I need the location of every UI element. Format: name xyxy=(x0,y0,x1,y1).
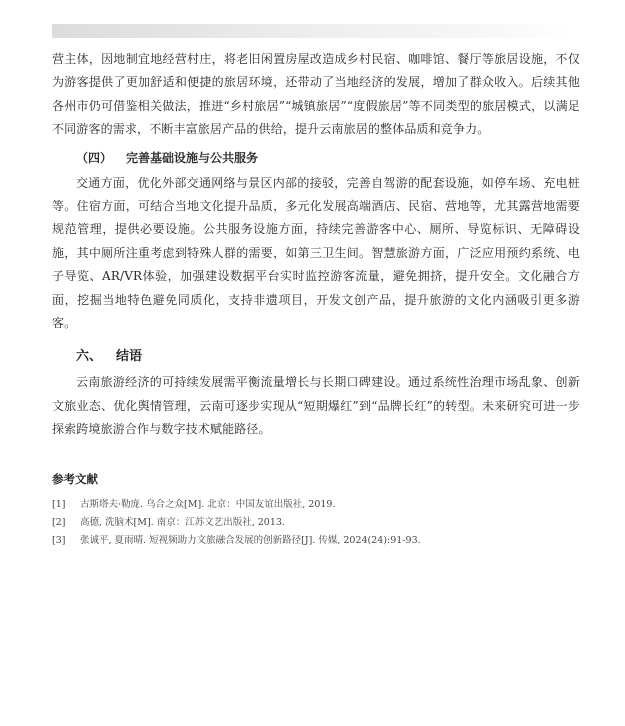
paragraph-conclusion: 云南旅游经济的可持续发展需平衡流量增长与长期口碑建设。通过系统性治理市场乱象、创新文旅业态、优化舆情管理，云南可逐步实现从“短期爆红”到“品牌长红”的转型。未来研究可进一步探索跨境旅游合作与数字技术赋能路径。 xyxy=(52,375,580,437)
reference-text: 张诚平, 夏雨晴. 短视频助力文旅融合发展的创新路径[J]. 传媒, 2024(24):91-93. xyxy=(80,534,421,546)
reference-number: [2] xyxy=(52,516,66,528)
reference-number: [1] xyxy=(52,498,66,510)
reference-list xyxy=(52,496,580,550)
reference-text: 高德, 洗脑术[M]. 南京：江苏文艺出版社, 2013. xyxy=(80,516,285,528)
subsection-number: （四） xyxy=(76,150,113,165)
reference-item xyxy=(52,514,580,532)
document-page xyxy=(52,48,580,550)
reference-item xyxy=(52,532,580,550)
paragraph-infrastructure: 交通方面，优化外部交通网络与景区内部的接驳，完善自驾游的配套设施，如停车场、充电桩等。住宿方面，可结合当地文化提升品质，多元化发展高端酒店、民宿、营地等，尤其露营地需要规范管理，提供必要设施。公共服务设施方面，持续完善游客中心、厕所、导览标识、无障碍设施，其中厕所注重考虑到特殊人群的需要，如第三卫生间。智慧旅游方面，广泛应用预约系统、电子导览、AR/VR体验，加强建设数据平台实时监控游客流量，避免拥挤，提升安全。文化融合方面，挖掘当地特色避免同质化，支持非遗项目，开发文创产品，提升旅游的文化内涵吸引更多游客。 xyxy=(52,175,580,331)
paragraph-continuation: 营主体，因地制宜地经营村庄，将老旧闲置房屋改造成乡村民宿、咖啡馆、餐厅等旅居设施，不仅为游客提供了更加舒适和便捷的旅居环境，还带动了当地经济的发展，增加了群众收入。后续其他各州市仍可借鉴相关做法，推进“乡村旅居”“城镇旅居”“度假旅居”等不同类型的旅居模式，以满足不同游客的需求，不断丰富旅居产品的供给，提升云南旅居的整体品质和竞争力。 xyxy=(52,52,580,137)
section-number: 六、 xyxy=(76,349,103,365)
references-title: 参考文献 xyxy=(52,471,98,486)
subsection-title: 完善基础设施与公共服务 xyxy=(126,150,259,165)
section-heading xyxy=(52,345,580,369)
reference-item xyxy=(52,496,580,514)
reference-text: 古斯塔夫·勒庞. 乌合之众[M]. 北京：中国友谊出版社, 2019. xyxy=(80,498,336,510)
subsection-heading xyxy=(52,147,580,169)
reference-number: [3] xyxy=(52,534,66,546)
page-header-band xyxy=(52,24,573,38)
section-title: 结语 xyxy=(116,349,143,365)
